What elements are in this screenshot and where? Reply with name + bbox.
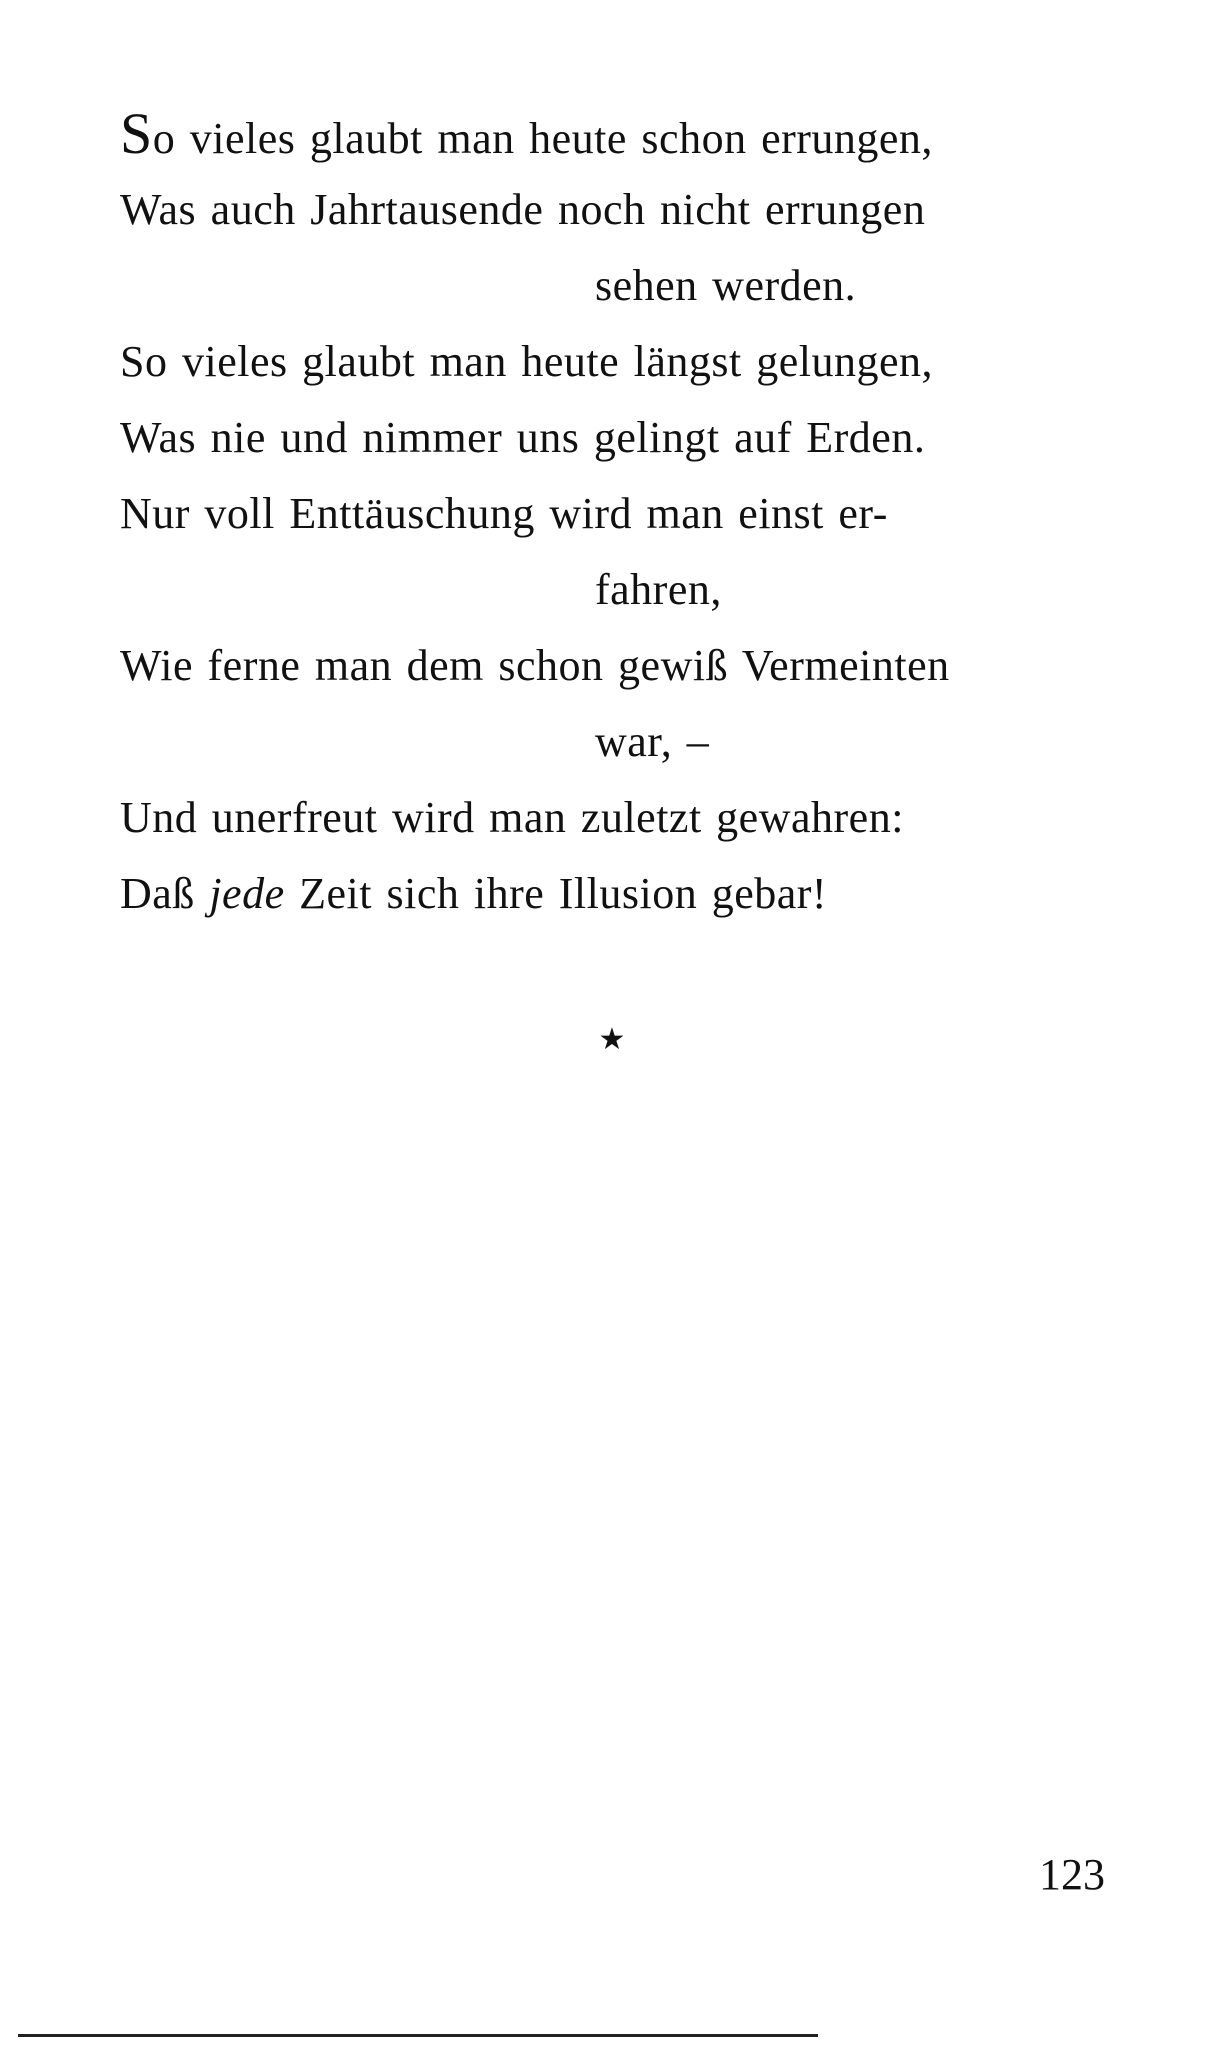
poem: [120, 96, 1110, 932]
poem-line-6-continuation: war, –: [595, 717, 710, 766]
drop-initial: S: [120, 101, 153, 166]
poem-line-7: Und unerfreut wird man zuletzt gewahren:: [120, 793, 904, 842]
poem-line-5-continuation: fahren,: [595, 565, 722, 614]
poem-line-2-continuation: sehen werden.: [595, 261, 857, 310]
poem-line-8-before: Daß: [120, 869, 210, 918]
poem-line-3: So vieles glaubt man heute längst gelungen,: [120, 337, 934, 386]
poem-line-4: Was nie und nimmer uns gelingt auf Erden.: [120, 413, 926, 462]
emphasized-word: jede: [209, 869, 285, 918]
poem-line-2: Was auch Jahrtausende noch nicht errungen: [120, 185, 926, 234]
section-separator-star-icon: ★: [598, 1022, 626, 1057]
page-number: 123: [1039, 1850, 1105, 1899]
poem-line-8-after: Zeit sich ihre Illusion gebar!: [284, 869, 828, 918]
poem-line-5: Nur voll Enttäuschung wird man einst er-: [120, 489, 888, 538]
bottom-scan-rule: [18, 2034, 818, 2037]
poem-line-1-text: o vieles glaubt man heute schon errungen,: [152, 114, 933, 163]
poem-line-6: Wie ferne man dem schon gewiß Vermeinten: [120, 641, 950, 690]
poem-line-1: [120, 96, 1110, 172]
poem-line-8: [120, 856, 1110, 932]
